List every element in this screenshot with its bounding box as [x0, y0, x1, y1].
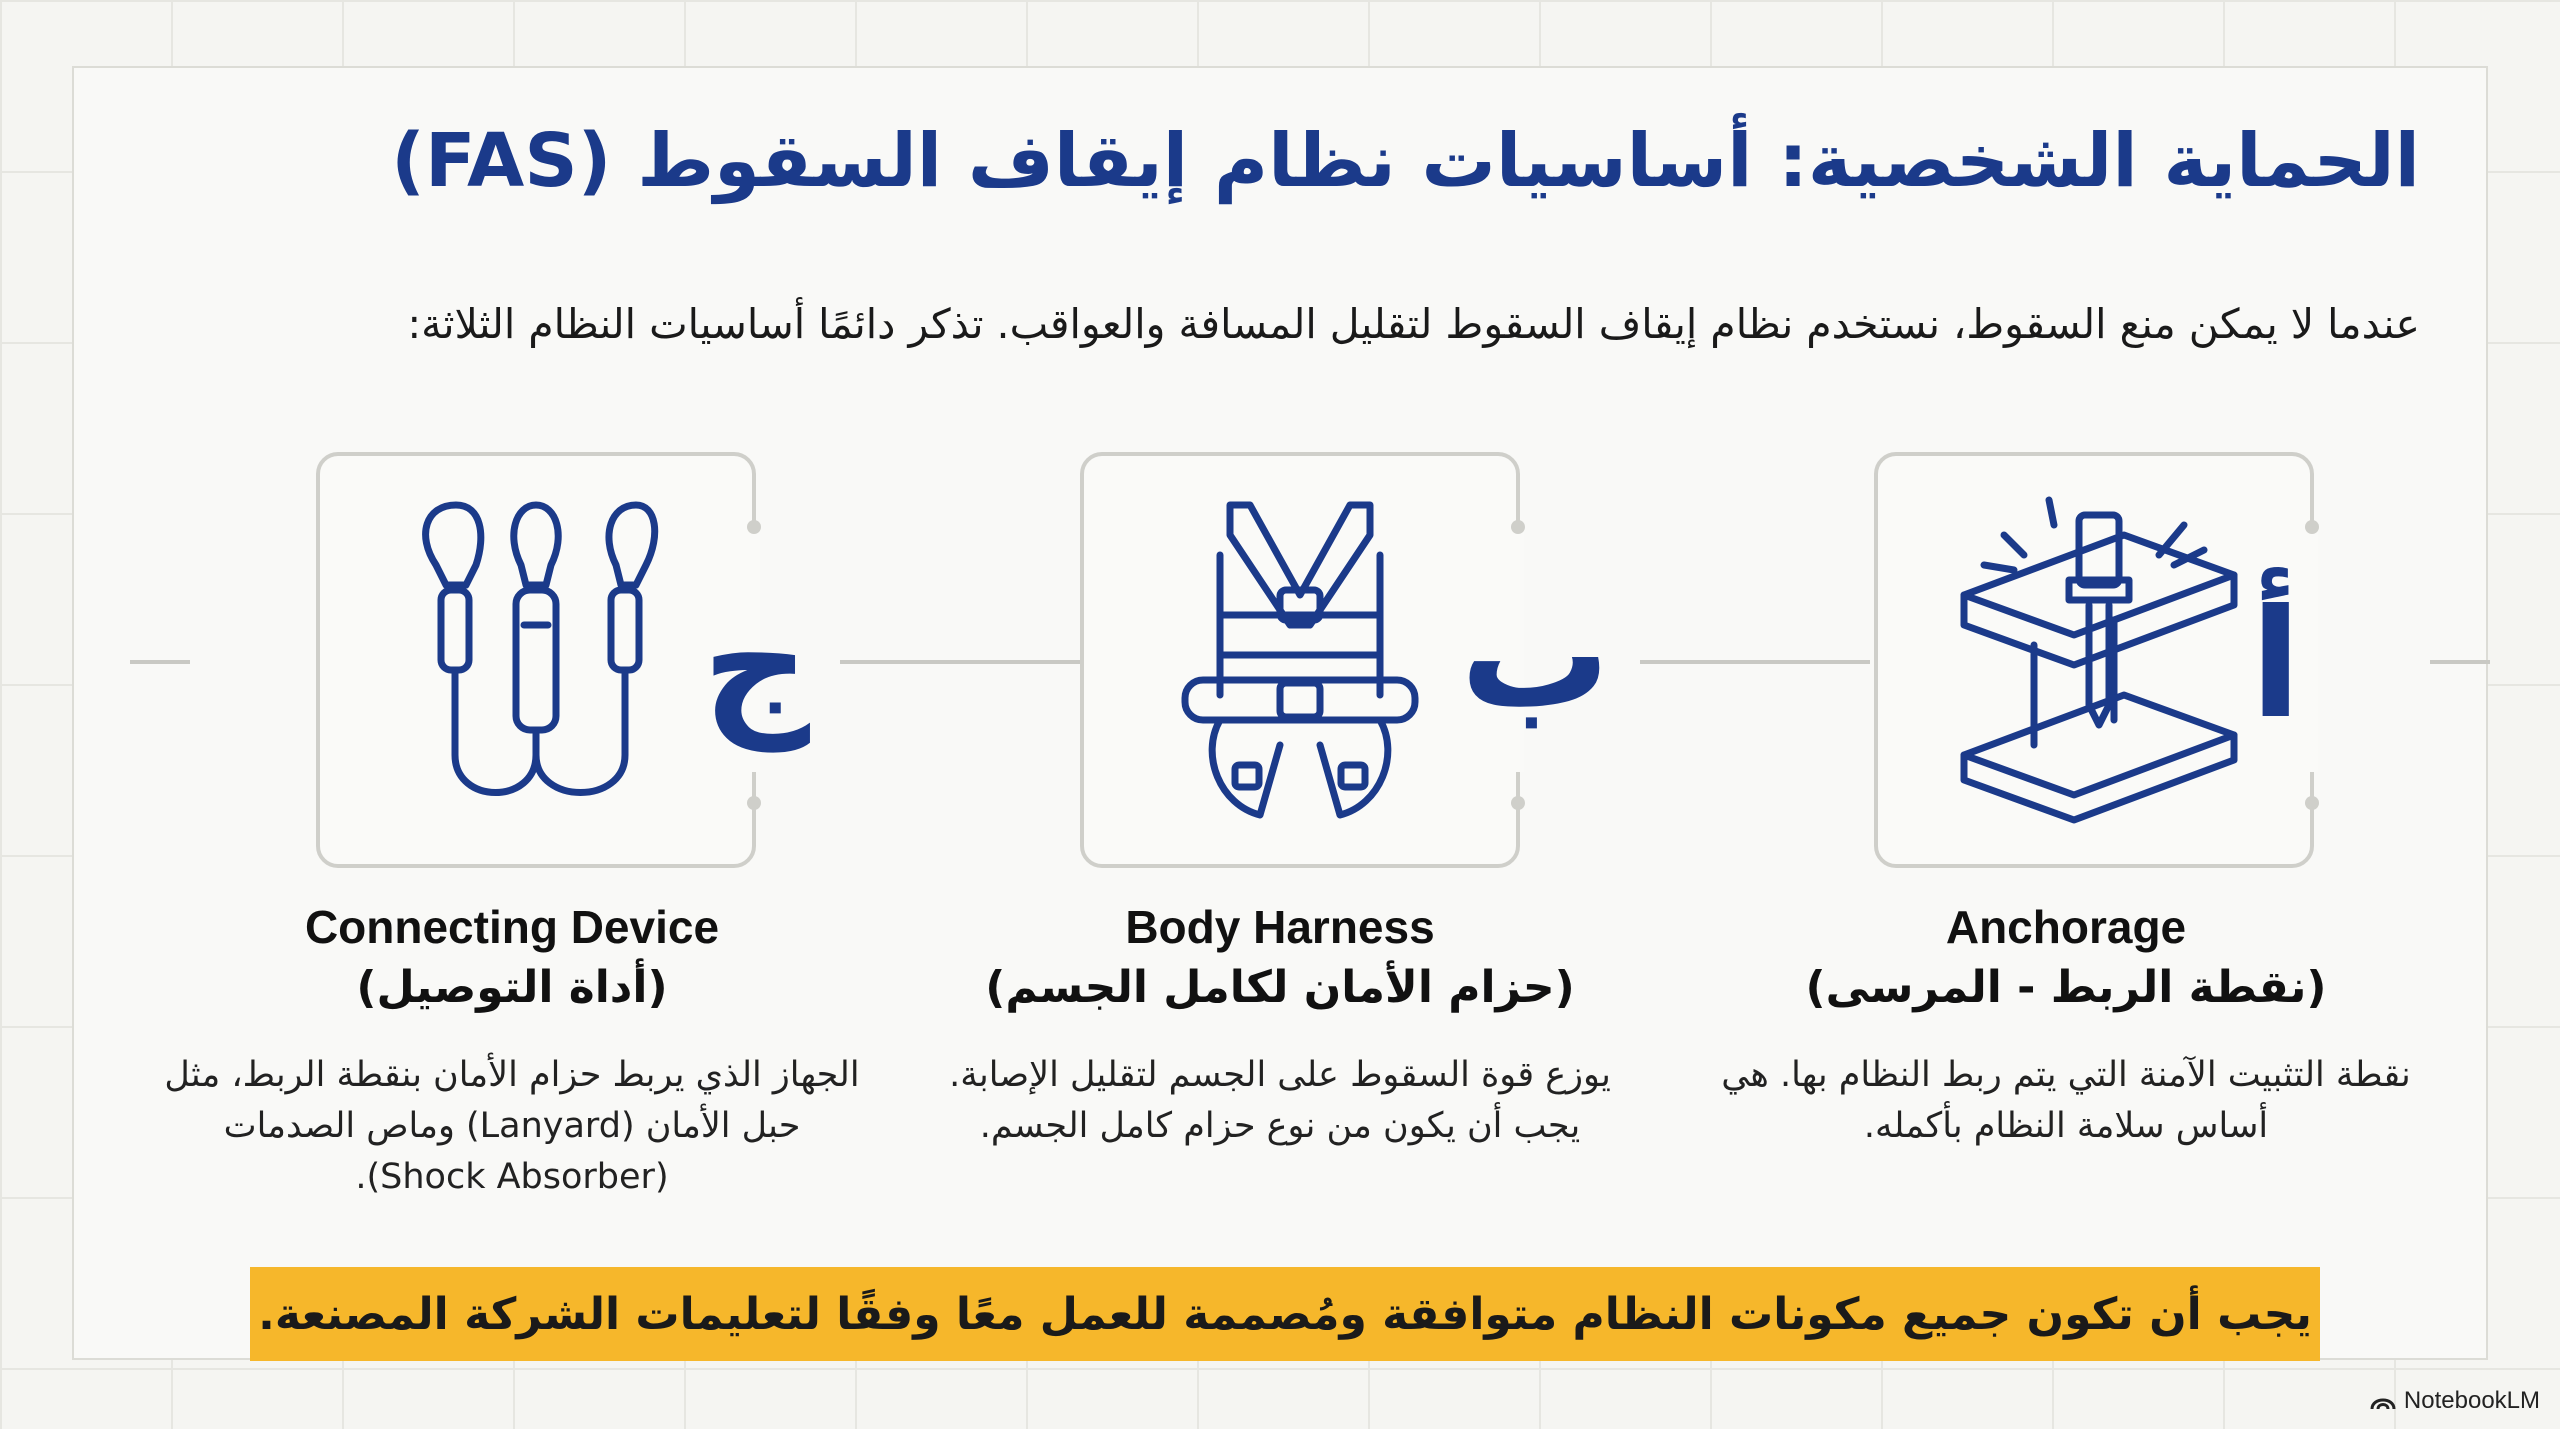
page-subtitle: عندما لا يمكن منع السقوط، نستخدم نظام إيقاف السقوط لتقليل المسافة والعواقب. تذكر دائمًا أساسيات النظام الثلاثة: [407, 300, 2420, 348]
banner-text: يجب أن تكون جميع مكونات النظام متوافقة ومُصممة للعمل معًا وفقًا لتعليمات الشركة المصنعة. [258, 1288, 2312, 1340]
anchor-beam-icon [1944, 495, 2244, 825]
component-letter: ج [702, 578, 811, 752]
component-letter: ب [1460, 568, 1611, 742]
component-description: يوزع قوة السقوط على الجسم لتقليل الإصابة. يجب أن يكون من نوع حزام كامل الجسم. [949, 1055, 1611, 1146]
brand-name: NotebookLM [2403, 1387, 2540, 1414]
connector-line [1640, 660, 1870, 664]
page-title: الحماية الشخصية: أساسيات نظام إيقاف السقوط (FAS) [391, 118, 2420, 204]
notebooklm-logo-icon [2370, 1391, 2396, 1411]
component-name-ar: (حزام الأمان لكامل الجسم) [985, 962, 1575, 1013]
lanyard-hooks-icon [406, 495, 666, 825]
connector-line [130, 660, 190, 664]
component-name-ar: (أداة التوصيل) [356, 962, 668, 1013]
component-name-en: Anchorage [1945, 901, 2187, 953]
component-name-ar: (نقطة الربط - المرسى) [1805, 962, 2327, 1013]
warning-banner [250, 1267, 2320, 1361]
brand-watermark [2370, 1387, 2540, 1415]
component-card-body-harness [1080, 452, 1520, 868]
connector-line [2430, 660, 2490, 664]
component-card-anchorage [1874, 452, 2314, 868]
component-name-en: Body Harness [1125, 901, 1435, 953]
component-name-en: Connecting Device [304, 901, 720, 953]
component-description: الجهاز الذي يربط حزام الأمان بنقطة الربط، مثل حبل الأمان (Lanyard) وماص الصدمات (Shock Absorber). [164, 1055, 860, 1197]
body-harness-icon [1180, 495, 1420, 825]
component-card-connecting-device [316, 452, 756, 868]
connector-line [840, 660, 1080, 664]
component-description: نقطة التثبيت الآمنة التي يتم ربط النظام بها. هي أساس سلامة النظام بأكمله. [1721, 1055, 2411, 1146]
component-letter: أ [2250, 578, 2302, 752]
